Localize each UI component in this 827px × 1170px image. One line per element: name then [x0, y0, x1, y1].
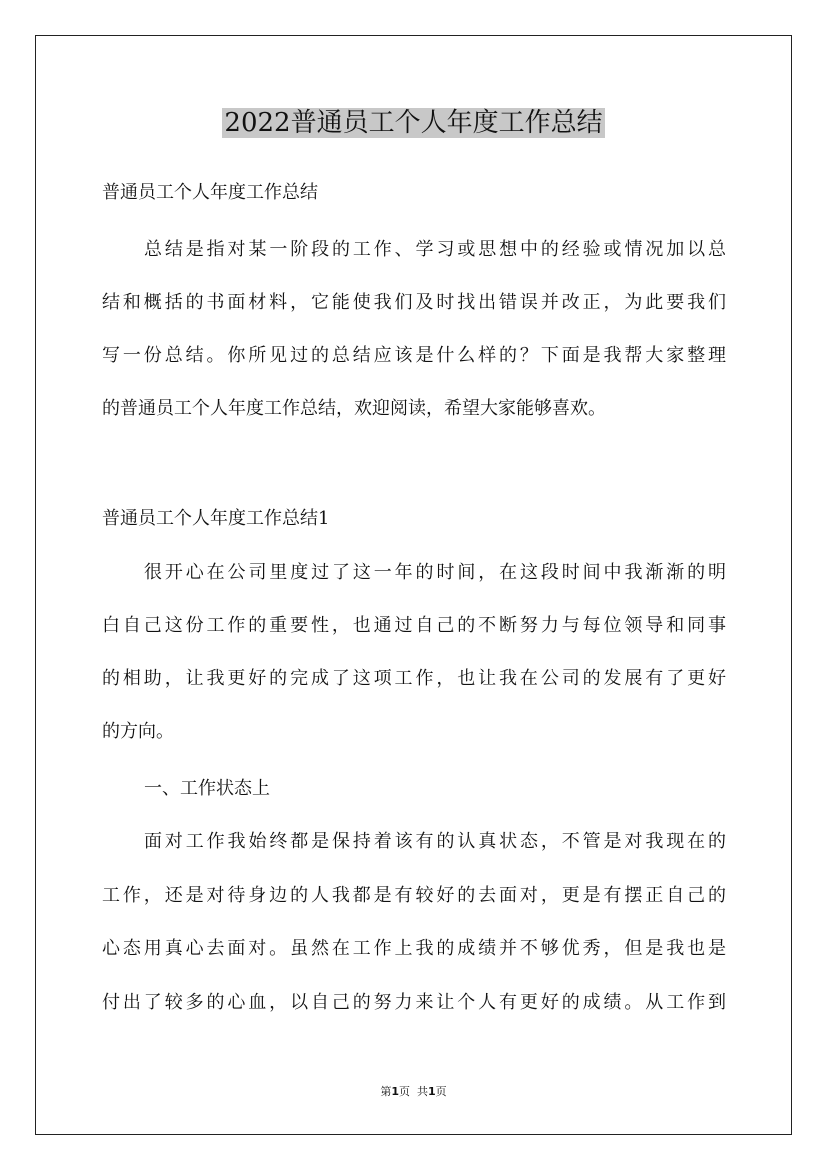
- page-footer: [0, 1084, 827, 1100]
- paragraph-line: 工作，还是对待身边的人我都是有较好的去面对，更是有摆正自己的: [102, 885, 726, 906]
- document-title-text: 2022普通员工个人年度工作总结: [224, 108, 603, 138]
- total-prefix: 共: [417, 1085, 428, 1098]
- paragraph-line: 面对工作我始终都是保持着该有的认真状态，不管是对我现在的: [144, 831, 726, 852]
- paragraph-line: 的相助，让我更好的完成了这项工作，也让我在公司的发展有了更好: [102, 668, 726, 689]
- paragraph-line: 付出了较多的心血，以自己的努力来让个人有更好的成绩。从工作到: [102, 992, 726, 1013]
- total-suffix: 页: [435, 1085, 447, 1098]
- intro-line: 总结是指对某一阶段的工作、学习或思想中的经验或情况加以总: [144, 239, 726, 260]
- subheading: 一、工作状态上: [144, 778, 270, 799]
- paragraph-line: 很开心在公司里度过了这一年的时间，在这段时间中我渐渐的明: [144, 562, 726, 583]
- intro-line: 的普通员工个人年度工作总结，欢迎阅读，希望大家能够喜欢。: [102, 398, 606, 419]
- page-prefix: 第: [380, 1085, 392, 1098]
- section-heading: 普通员工个人年度工作总结1: [102, 508, 330, 529]
- paragraph-line: 白自己这份工作的重要性，也通过自己的不断努力与每位领导和同事: [102, 615, 726, 636]
- document-title: [0, 103, 827, 143]
- total-pages: 1: [428, 1085, 436, 1098]
- intro-line: 写一份总结。你所见过的总结应该是什么样的？下面是我帮大家整理: [102, 345, 726, 366]
- page-suffix: 页: [399, 1085, 410, 1098]
- paragraph-line: 的方向。: [102, 721, 174, 742]
- page-number: 1: [391, 1085, 399, 1098]
- intro-line: 结和概括的书面材料，它能使我们及时找出错误并改正，为此要我们: [102, 292, 726, 313]
- paragraph-line: 心态用真心去面对。虽然在工作上我的成绩并不够优秀，但是我也是: [102, 938, 726, 959]
- subtitle: 普通员工个人年度工作总结: [102, 182, 318, 203]
